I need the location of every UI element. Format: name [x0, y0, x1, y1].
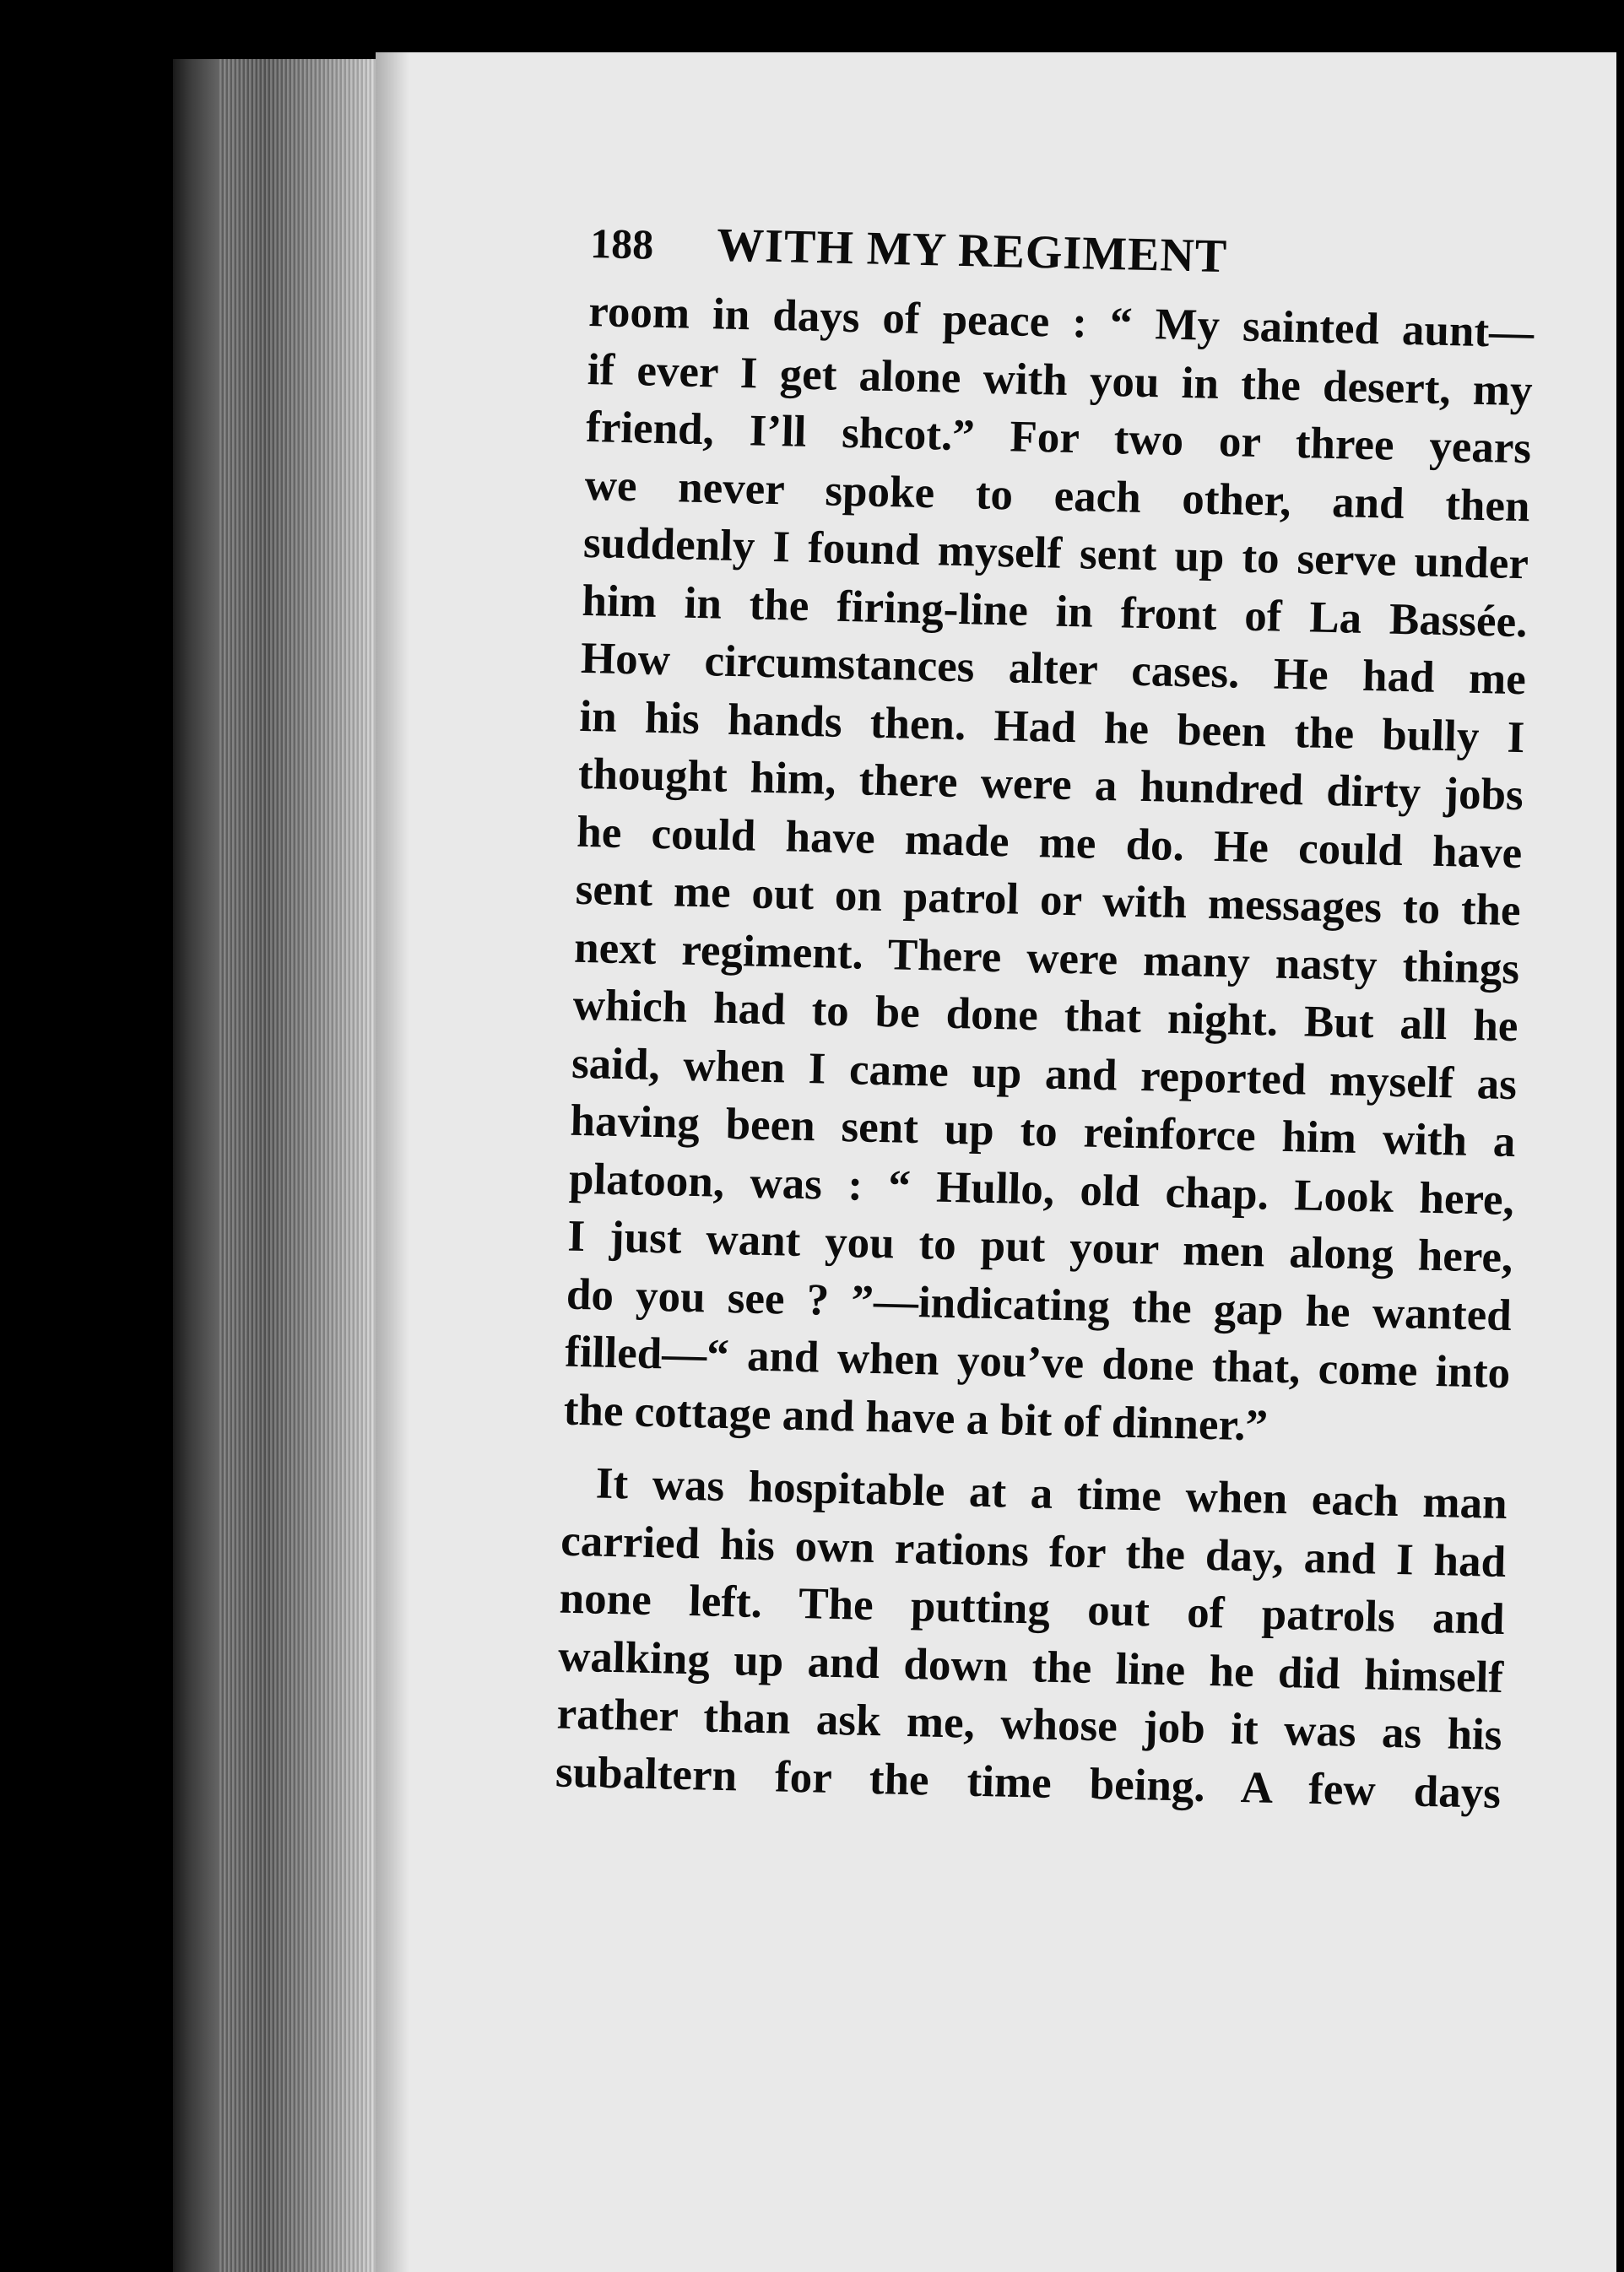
text-line: do you see ? ”—indicating the gap he wanted — [566, 1269, 1513, 1340]
page-edges — [219, 59, 380, 2272]
text-line: which had to be done that night. But all he — [572, 980, 1519, 1052]
text-line: in his hands then. Had he been the bully I — [578, 691, 1525, 762]
text-line: he could have made me do. He could have — [576, 807, 1523, 878]
page-number: 188 — [589, 219, 654, 268]
text-line: if ever I get alone with you in the desert, my — [587, 344, 1534, 415]
text-line: It was hospitable at a time when each man — [595, 1458, 1508, 1529]
text-line: said, when I came up and reported myself as — [571, 1038, 1518, 1109]
text-line: room in days of peace : “ My sainted aunt— — [587, 286, 1535, 358]
text-line: friend, I’ll shcot.” For two or three years — [585, 402, 1532, 473]
text-block — [555, 215, 1578, 1823]
text-line: we never spoke to each other, and then — [584, 460, 1531, 531]
text-line: thought him, there were a hundred dirty jobs — [577, 749, 1524, 820]
text-line: rather than ask me, whose job it was as his — [556, 1689, 1503, 1760]
text-line: next regiment. There were many nasty things — [573, 922, 1520, 993]
text-line: platoon, was : “ Hullo, old chap. Look here, — [568, 1154, 1515, 1225]
text-line: sent me out on patrol or with messages to the — [575, 864, 1522, 936]
text-line: filled—“ and when you’ve done that, come into — [564, 1327, 1511, 1398]
text-line: walking up and down the line he did himself — [557, 1631, 1504, 1702]
text-line: I just want you to put your men along here, — [566, 1211, 1513, 1283]
text-line: none left. The putting out of patrols and — [559, 1573, 1506, 1644]
paragraph-1 — [563, 283, 1577, 1461]
text-line: suddenly I found myself sent up to serve under — [582, 517, 1529, 589]
text-line: the cottage and have a bit of dinner.” — [563, 1385, 1269, 1451]
text-line: carried his own rations for the day, and I had — [560, 1516, 1507, 1587]
running-head: WITH MY REGIMENT — [716, 219, 1228, 284]
text-line: subaltern for the time being. A few days — [555, 1747, 1502, 1818]
text-line: having been sent up to reinforce him with a — [569, 1095, 1517, 1167]
text-line: him in the firing-line in front of La Bassée. — [581, 576, 1529, 646]
gutter-shadow — [376, 52, 409, 2272]
text-line: How circumstances alter cases. He had me — [580, 633, 1527, 705]
paragraph-2 — [555, 1454, 1550, 1823]
